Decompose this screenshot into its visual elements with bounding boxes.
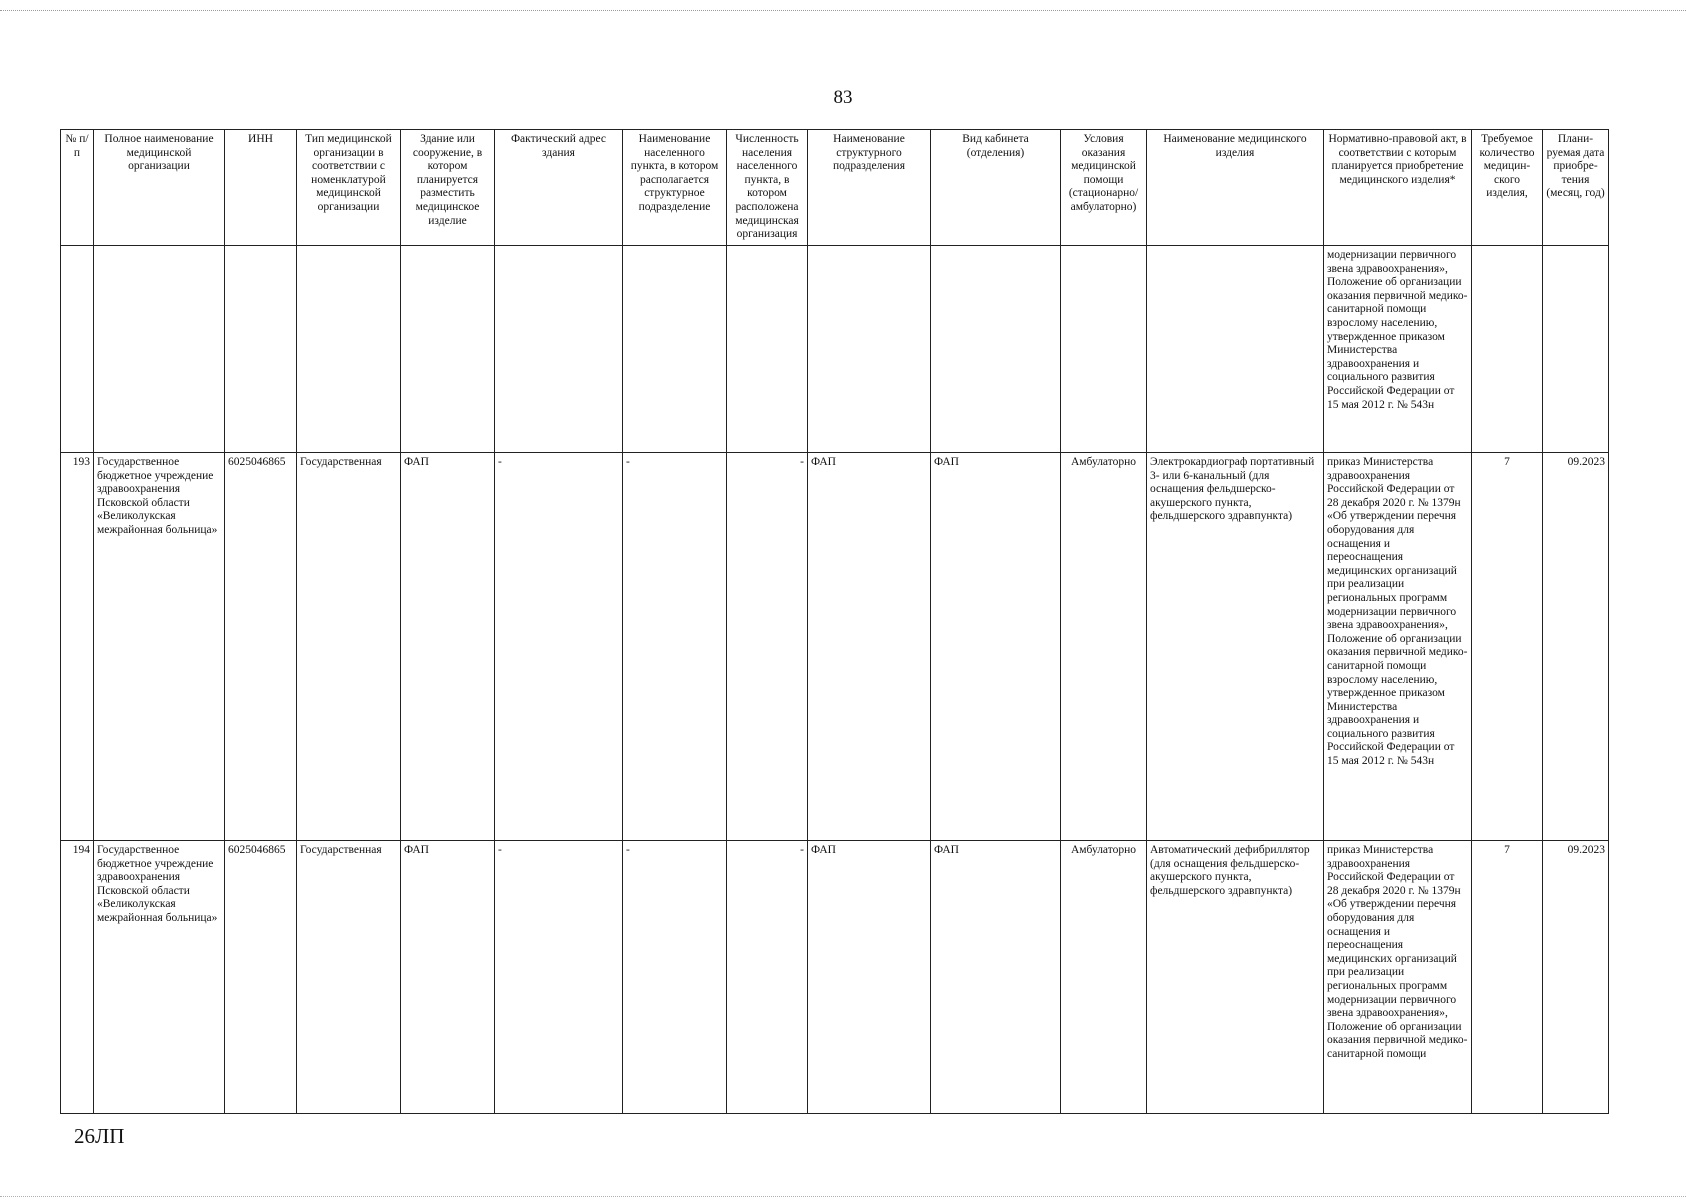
- settlement-cell: -: [623, 841, 727, 1114]
- address-cell: -: [495, 841, 623, 1114]
- org-name-cell: Государственное бюджетное учреждение здравоохранения Псковской области «Великолукская межрайонная больница»: [94, 841, 225, 1114]
- header-cell: Полное наименование медицинской организации: [94, 130, 225, 246]
- quantity-cell: 7: [1472, 841, 1543, 1114]
- act-cell: приказ Министерства здравоохранения Российской Федерации от 28 декабря 2020 г. № 1379н «Об утверждении перечня оборудования для оснащения и переоснащения медицинских организаций при реализации региональных программ модернизации первичного звена здравоохранения», Положение об организации оказания первичной медико-санитарной помощи: [1324, 841, 1472, 1114]
- table-cell: [1543, 246, 1609, 453]
- table-row: [61, 841, 1609, 1114]
- table-cell: [495, 246, 623, 453]
- org-type-cell: Государственная: [297, 841, 401, 1114]
- header-cell: Численность населения населенного пункта, в котором расположена медицинская организация: [727, 130, 808, 246]
- header-cell: Наименование населенного пункта, в котором располагается структурное подразделение: [623, 130, 727, 246]
- header-cell: Тип медицинской организации в соответствии с номенклатурой медицинской организации: [297, 130, 401, 246]
- act-cell: приказ Министерства здравоохранения Российской Федерации от 28 декабря 2020 г. № 1379н «Об утверждении перечня оборудования для оснащения и переоснащения медицинских организаций при реализации региональных программ модернизации первичного звена здравоохранения», Положение об организации оказания первичной медико-санитарной помощи взрослому населению, утвержденное приказом Министерства здравоохранения и социального развития Российской Федерации от 15 мая 2012 г. № 543н: [1324, 453, 1472, 841]
- header-cell: Нормативно-правовой акт, в соответствии с которым планируется приобретение медицинского изделия*: [1324, 130, 1472, 246]
- table-cell: [1147, 246, 1324, 453]
- header-cell: Условия оказания медицинской помощи (стационарно/ амбулаторно): [1061, 130, 1147, 246]
- table-cell: [1472, 246, 1543, 453]
- header-cell: Здание или сооружение, в котором планируется разместить медицинское изделие: [401, 130, 495, 246]
- header-cell: Наименование медицинского изделия: [1147, 130, 1324, 246]
- row-number-cell: 194: [61, 841, 94, 1114]
- population-cell: -: [727, 841, 808, 1114]
- table-cell: [61, 246, 94, 453]
- table-cell: [931, 246, 1061, 453]
- table-cell: [94, 246, 225, 453]
- table-cell: [1061, 246, 1147, 453]
- conditions-cell: Амбулаторно: [1061, 841, 1147, 1114]
- table-cell: [401, 246, 495, 453]
- population-cell: -: [727, 453, 808, 841]
- row-number-cell: 193: [61, 453, 94, 841]
- page-number: 83: [833, 87, 853, 108]
- table-cell: [225, 246, 297, 453]
- settlement-cell: -: [623, 453, 727, 841]
- conditions-cell: Амбулаторно: [1061, 453, 1147, 841]
- header-cell: Требуемое количество медицин-ского изделия,: [1472, 130, 1543, 246]
- cabinet-cell: ФАП: [931, 841, 1061, 1114]
- equipment-table: [60, 129, 1609, 1114]
- act-cell: модернизации первичного звена здравоохранения», Положение об организации оказания первичной медико-санитарной помощи взрослому населению, утвержденное приказом Министерства здравоохранения и социального развития Российской Федерации от 15 мая 2012 г. № 543н: [1324, 246, 1472, 453]
- quantity-cell: 7: [1472, 453, 1543, 841]
- cabinet-cell: ФАП: [931, 453, 1061, 841]
- device-cell: Электрокардиограф портативный 3- или 6-канальный (для оснащения фельдшерско-акушерского пункта, фельдшерского здравпункта): [1147, 453, 1324, 841]
- table-row: [61, 453, 1609, 841]
- table-cell: [808, 246, 931, 453]
- table-cell: [297, 246, 401, 453]
- inn-cell: 6025046865: [225, 841, 297, 1114]
- header-cell: Наименование структурного подразделения: [808, 130, 931, 246]
- building-cell: ФАП: [401, 453, 495, 841]
- scan-edge-bottom: [0, 1196, 1686, 1197]
- table-cell: [623, 246, 727, 453]
- device-cell: Автоматический дефибриллятор (для оснащения фельдшерско-акушерского пункта, фельдшерского здравпункта): [1147, 841, 1324, 1114]
- header-cell: ИНН: [225, 130, 297, 246]
- inn-cell: 6025046865: [225, 453, 297, 841]
- date-cell: 09.2023: [1543, 841, 1609, 1114]
- table-header-row: [61, 130, 1609, 246]
- footer-code: 26ЛП: [74, 1124, 125, 1148]
- unit-cell: ФАП: [808, 841, 931, 1114]
- header-cell: № п/п: [61, 130, 94, 246]
- header-cell: Фактический адрес здания: [495, 130, 623, 246]
- table-row-continuation: [61, 246, 1609, 453]
- header-cell: Плани-руемая дата приобре-тения (месяц, год): [1543, 130, 1609, 246]
- address-cell: -: [495, 453, 623, 841]
- org-type-cell: Государственная: [297, 453, 401, 841]
- header-cell: Вид кабинета (отделения): [931, 130, 1061, 246]
- table-cell: [727, 246, 808, 453]
- scan-edge-top: [0, 10, 1686, 11]
- building-cell: ФАП: [401, 841, 495, 1114]
- org-name-cell: Государственное бюджетное учреждение здравоохранения Псковской области «Великолукская межрайонная больница»: [94, 453, 225, 841]
- date-cell: 09.2023: [1543, 453, 1609, 841]
- unit-cell: ФАП: [808, 453, 931, 841]
